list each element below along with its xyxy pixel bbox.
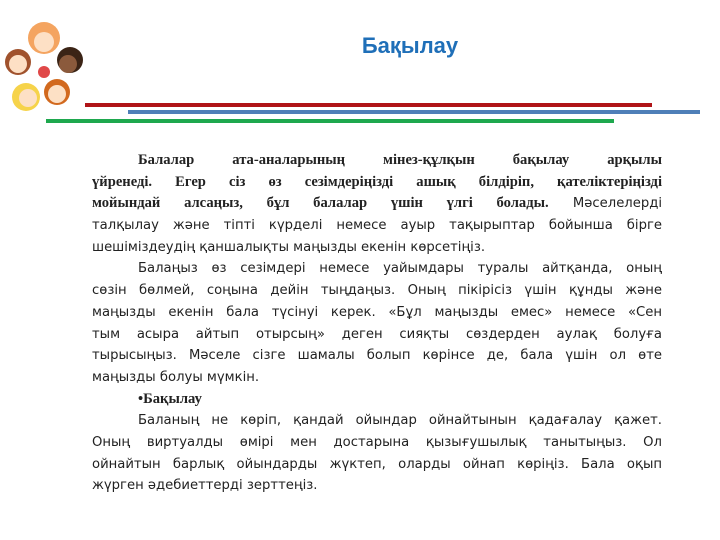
body-text	[92, 150, 662, 497]
paragraph3-line: Баланың не көріп, қандай ойындар ойнайтынын қадағалау қажет.	[138, 413, 662, 429]
paragraph1-line: шешіміздеудің қаншалықты маңызды екенін көрсетіңіз.	[92, 239, 486, 255]
divider-red	[85, 103, 652, 107]
paragraph3-line: Оның виртуалды өмірі мен достарына қызығушылық танытыңыз. Ол	[92, 434, 662, 450]
paragraph2-line: маңызды екенін бала түсінуі керек. «Бұл маңызды емес» немесе «Сен	[92, 304, 662, 320]
paragraph2-line: тым асыра айтып отырсың» деген сияқты сөздерден аулақ болуға	[92, 326, 662, 342]
paragraph2-line: сөзін бөлмей, соңына дейін тыңдаңыз. Оның пікірісіз үшін құнды және	[92, 283, 662, 299]
paragraph2-line: тырысыңыз. Мәселе сізге шамалы болып көрінсе де, бала үшін ол өте	[92, 348, 662, 364]
paragraph2-line: маңызды болуы мүмкін.	[92, 369, 260, 385]
divider-blue	[128, 110, 700, 114]
paragraph1-line: талқылау және тіпті күрделі немесе ауыр тақырыптар бойынша бірге	[92, 218, 662, 234]
divider-green	[46, 119, 614, 123]
bullet-heading: •Бақылау	[138, 390, 202, 407]
children-logo-icon	[2, 12, 86, 130]
page-title: Бақылау	[361, 33, 459, 58]
paragraph3-line: ойнайтын барлық ойындарды жүктеп, оларды ойнап көріңіз. Бала оқып	[92, 456, 662, 472]
paragraph2-line: Балаңыз өз сезімдері немесе уайымдары туралы айтқанда, оның	[138, 261, 662, 277]
paragraph1-line: үйренеді. Егер сіз өз сезімдеріңізді ашық білдіріп, қателіктеріңізді	[92, 173, 662, 190]
paragraph1-line: мойындай алсаңыз, бұл балалар үшін үлгі болады. Мәселелерді	[92, 195, 662, 212]
paragraph3-line: жүрген әдебиеттерді зерттеңіз.	[92, 478, 318, 494]
paragraph1-line: Балалар ата-аналарының мінез-құлқын бақылау арқылы	[138, 152, 662, 168]
